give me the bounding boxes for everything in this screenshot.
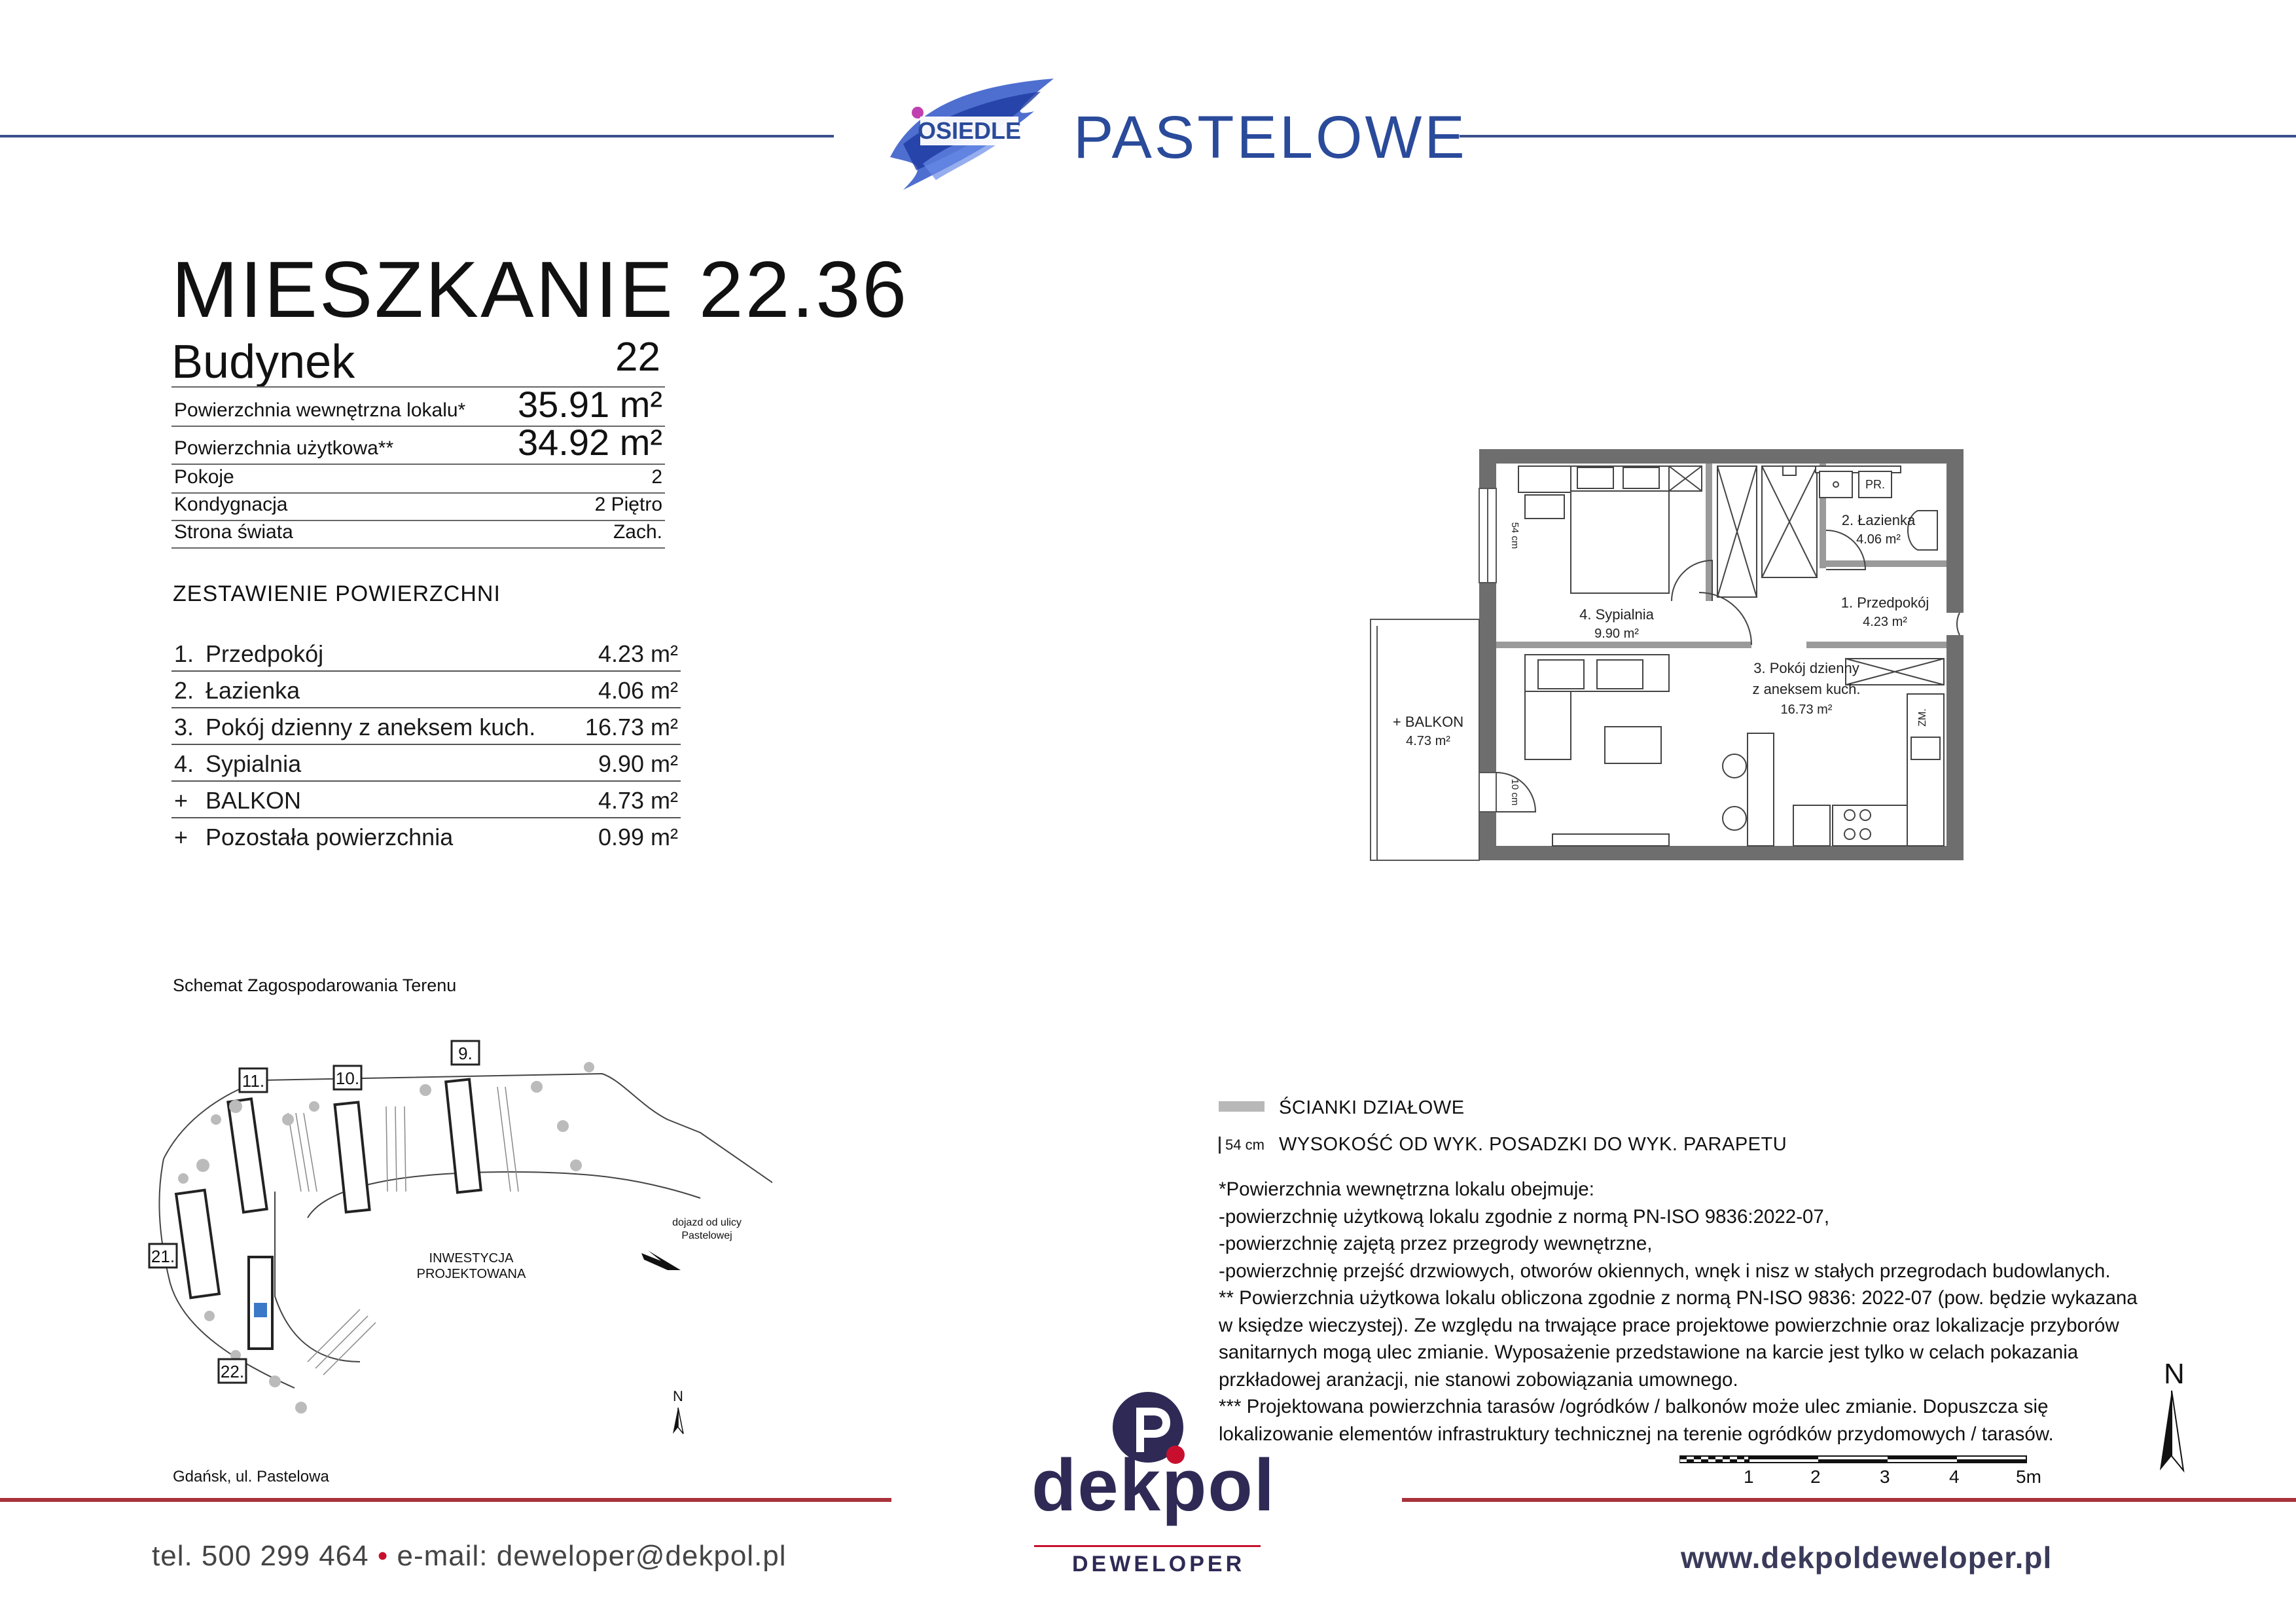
site-building-number: 9.: [458, 1044, 473, 1063]
label-pokoj-area: 16.73 m²: [1780, 702, 1833, 717]
site-north-label: N: [673, 1388, 683, 1404]
legend-sill-value: 54 cm: [1225, 1137, 1265, 1153]
scale-mark: 2: [1810, 1467, 1821, 1487]
note-line: -powierzchnię użytkową lokalu zgodnie z normą PN-ISO 9836:2022-07,: [1219, 1205, 1830, 1228]
site-investment-line2: PROJEKTOWANA: [416, 1267, 526, 1281]
legend-walls: ŚCIANKI DZIAŁOWE: [1279, 1097, 1465, 1118]
note-line: ** Powierzchnia użytkowa lokalu obliczona zgodnie z normą PN-ISO 9836: 2022-07 (pow. będzie wykazana: [1219, 1287, 2138, 1309]
scale-mark: 1: [1744, 1467, 1754, 1487]
spec-value: Zach.: [613, 521, 662, 543]
spec-value: 2 Piętro: [594, 494, 662, 515]
scale-mark: 4: [1949, 1467, 1960, 1487]
site-building-number: 21.: [151, 1247, 175, 1266]
legend-sill: WYSOKOŚĆ OD WYK. POSADZKI DO WYK. PARAPETU: [1279, 1134, 1787, 1155]
site-access-line1: dojazd od ulicy: [672, 1217, 742, 1228]
room-area: 9.90 m²: [598, 750, 678, 777]
spec-value: 35.91 m²: [518, 384, 662, 425]
note-line: *Powierzchnia wewnętrzna lokalu obejmuje:: [1219, 1178, 1594, 1200]
site-access-line2: Pastelowej: [681, 1230, 732, 1241]
label-lazienka: 2. Łazienka: [1841, 512, 1916, 528]
site-location: Gdańsk, ul. Pastelowa: [173, 1468, 329, 1486]
room-row: [171, 672, 681, 708]
apartment-title: MIESZKANIE 22.36: [171, 245, 909, 334]
room-number: +: [174, 787, 188, 814]
site-investment-line1: INWESTYCJA: [429, 1251, 514, 1266]
label-pokoj-line1: 3. Pokój dzienny: [1753, 660, 1859, 676]
room-number: 2.: [174, 677, 194, 704]
spec-row-rooms: [171, 465, 665, 494]
room-name: Pokój dzienny z aneksem kuch.: [206, 714, 536, 740]
label-pokoj-line2: z aneksem kuch.: [1752, 681, 1861, 697]
site-north-arrow-icon: [673, 1408, 683, 1434]
room-name: Łazienka: [206, 677, 300, 704]
spec-label: Pokoje: [174, 466, 234, 488]
building-label: Budynek: [171, 336, 355, 388]
building-value: 22: [615, 335, 660, 380]
room-name: Sypialnia: [206, 750, 302, 777]
website-link[interactable]: www.dekpoldeweloper.pl: [1681, 1541, 2053, 1575]
washer-label: PR.: [1865, 478, 1886, 491]
room-row: [171, 818, 681, 854]
scale-bar: [1679, 1455, 2033, 1468]
note-line: w księdze wieczystej). Ze względu na trwające prace projektowe powierzchnie oraz lokalizacje przyborów: [1219, 1314, 2119, 1336]
access-arrow-icon: [641, 1250, 681, 1270]
site-plan: [144, 1021, 772, 1440]
note-line: przkładowej aranżacji, nie stanowi zobowiązania umownego.: [1219, 1368, 1738, 1391]
dishwasher-label: ZM.: [1917, 708, 1928, 727]
room-area: 0.99 m²: [598, 824, 678, 850]
sill-height-label: 54 cm: [1509, 522, 1520, 549]
spec-row-usable-area: [171, 422, 665, 465]
north-label: N: [2164, 1358, 2185, 1390]
spec-value: 34.92 m²: [518, 422, 662, 463]
osiedle-badge-text: OSIEDLE: [917, 117, 1022, 144]
note-line: lokalizowanie elementów infrastruktury technicznej na terenie ogródków przydomowych / tarasów.: [1219, 1423, 2054, 1445]
room-row: [171, 708, 681, 745]
osiedle-logo-brush: [877, 65, 1067, 196]
sill-marker-icon: [1219, 1137, 1221, 1154]
label-balkon: + BALKON: [1392, 714, 1464, 730]
spec-label: Kondygnacja: [174, 494, 288, 515]
room-area: 4.06 m²: [598, 677, 678, 704]
label-sypialnia-area: 9.90 m²: [1594, 627, 1639, 641]
spec-value: 2: [651, 466, 662, 488]
legend-walls-swatch: [1219, 1101, 1265, 1112]
north-arrow-icon: [2151, 1391, 2190, 1476]
scale-mark: 5m: [2016, 1467, 2041, 1487]
contact-email[interactable]: e-mail: deweloper@dekpol.pl: [397, 1540, 787, 1572]
room-area: 16.73 m²: [584, 714, 678, 740]
site-building-number: 22.: [220, 1362, 245, 1381]
site-building-number: 11.: [242, 1071, 265, 1091]
room-name: Przedpokój: [206, 640, 324, 667]
room-number: 1.: [174, 640, 194, 667]
spec-label: Strona świata: [174, 521, 293, 543]
label-lazienka-area: 4.06 m²: [1856, 532, 1901, 547]
spec-label: Powierzchnia użytkowa**: [174, 437, 394, 459]
room-number: 3.: [174, 714, 194, 740]
room-name: Pozostała powierzchnia: [206, 824, 454, 850]
header-rule-left: [0, 135, 834, 137]
contact-info: [152, 1540, 787, 1573]
note-line: sanitarnych mogą ulec zmianie. Wyposażenie przedstawione na karcie jest tylko w celach pokazania: [1219, 1341, 2079, 1363]
sill-height-label: 10 cm: [1509, 778, 1520, 806]
developer-sub: DEWELOPER: [1072, 1552, 1246, 1577]
footer-rule-right: [1402, 1498, 2296, 1502]
spec-row-floor: [171, 492, 665, 521]
brand-name: PASTELOWE: [1073, 104, 1467, 171]
rooms-heading: ZESTAWIENIE POWIERZCHNI: [173, 581, 501, 606]
scale-mark: 3: [1880, 1467, 1890, 1487]
developer-divider: [1034, 1545, 1261, 1547]
floor-plan: [1361, 439, 1990, 871]
label-przedpokoj-area: 4.23 m²: [1863, 615, 1907, 629]
contact-phone: tel. 500 299 464: [152, 1540, 369, 1572]
developer-name: dekpol: [1031, 1444, 1276, 1526]
room-row: [171, 745, 681, 782]
room-area: 4.23 m²: [598, 640, 678, 667]
site-building-number: 10.: [335, 1068, 360, 1088]
label-sypialnia: 4. Sypialnia: [1579, 606, 1654, 623]
note-line: *** Projektowana powierzchnia tarasów /ogródków / balkonów może ulec zmianie. Dopuszcza się: [1219, 1396, 2049, 1417]
note-line: -powierzchnię przejść drzwiowych, otworów okiennych, wnęk i nisz w stałych przegrodach budowlanych.: [1219, 1260, 2111, 1282]
room-name: BALKON: [206, 787, 302, 814]
room-area: 4.73 m²: [598, 787, 678, 814]
bullet-icon: •: [377, 1540, 389, 1572]
label-przedpokoj: 1. Przedpokój: [1840, 594, 1929, 611]
room-row: [171, 782, 681, 818]
note-line: -powierzchnię zajętą przez przegrody wewnętrzne,: [1219, 1233, 1653, 1254]
label-balkon-area: 4.73 m²: [1406, 734, 1450, 748]
room-number: +: [174, 824, 188, 850]
room-row: [171, 635, 681, 672]
footer-rule-left: [0, 1498, 891, 1502]
header-rule-right: [1460, 135, 2296, 137]
spec-label: Powierzchnia wewnętrzna lokalu*: [174, 399, 466, 421]
room-number: 4.: [174, 750, 194, 777]
site-plan-caption: Schemat Zagospodarowania Terenu: [173, 976, 457, 995]
notes: [1219, 1176, 2148, 1448]
spec-row-orientation: [171, 520, 665, 549]
